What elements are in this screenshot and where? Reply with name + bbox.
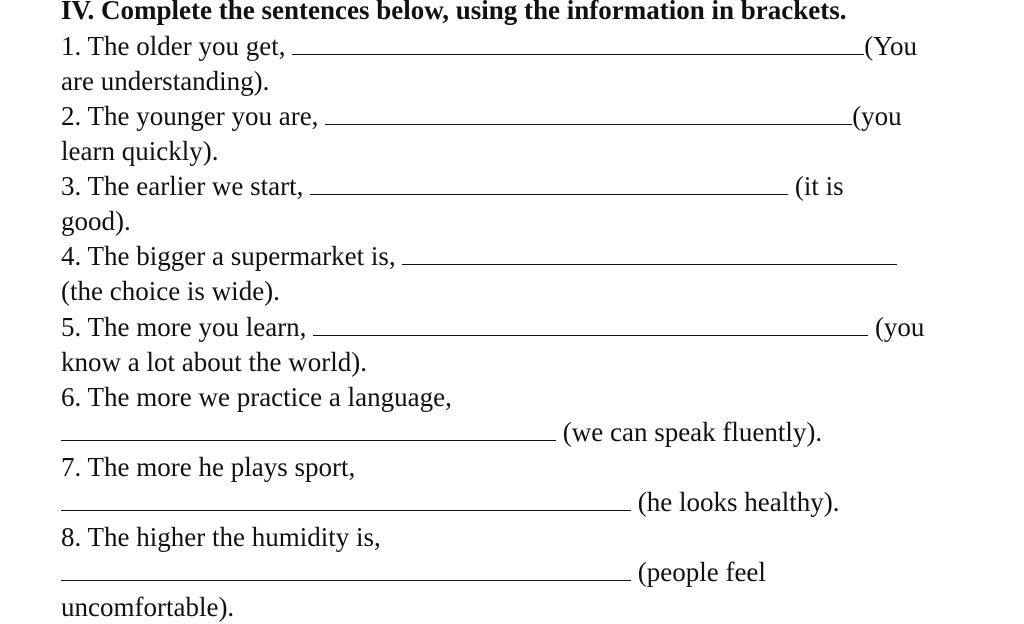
- item-hint-start: (you: [874, 312, 925, 342]
- item-8-line-2: [61, 556, 766, 588]
- item-hint-end: know a lot about the world).: [61, 347, 367, 377]
- item-hint-end: (the choice is wide).: [61, 276, 280, 306]
- item-number: 1.: [61, 31, 82, 61]
- item-hint-start: (You: [864, 31, 918, 61]
- item-5-line-1: [61, 311, 924, 343]
- answer-blank-1[interactable]: [292, 32, 864, 55]
- item-6-line-2: [61, 416, 822, 448]
- answer-blank-5[interactable]: [313, 313, 868, 336]
- item-trailing-text: uncomfortable).: [61, 592, 235, 622]
- item-1-line-1: [61, 30, 917, 62]
- exercise-heading: IV. Complete the sentences below, using the information in brackets.: [61, 0, 847, 25]
- item-1-line-2: [61, 65, 269, 97]
- item-stem: The bigger a supermarket is,: [87, 241, 396, 271]
- item-3-line-1: [61, 170, 844, 202]
- item-2-line-1: [61, 100, 902, 132]
- answer-blank-6[interactable]: [61, 418, 556, 441]
- answer-blank-2[interactable]: [325, 102, 852, 125]
- item-stem: The more we practice a language,: [87, 382, 452, 412]
- item-number: 2.: [61, 101, 82, 131]
- item-stem: The younger you are,: [87, 101, 319, 131]
- item-hint-end: learn quickly).: [61, 136, 219, 166]
- answer-blank-3[interactable]: [310, 172, 788, 195]
- item-2-line-2: [61, 135, 218, 167]
- item-3-line-2: [61, 205, 131, 237]
- item-stem: The more you learn,: [87, 312, 307, 342]
- item-4-line-1: [61, 240, 897, 272]
- item-number: 5.: [61, 312, 82, 342]
- item-hint-end: good).: [61, 206, 131, 236]
- item-hint-end: (he looks healthy).: [637, 487, 840, 517]
- item-4-line-2: [61, 275, 280, 307]
- item-5-line-2: [61, 346, 367, 378]
- item-number: 3.: [61, 171, 82, 201]
- item-hint-end: are understanding).: [61, 66, 270, 96]
- item-hint-end: (we can speak fluently).: [562, 417, 823, 447]
- item-hint-end: (people feel: [637, 557, 766, 587]
- item-number: 8.: [61, 522, 82, 552]
- item-8-line-3: [61, 591, 234, 623]
- answer-blank-7[interactable]: [61, 488, 631, 511]
- item-hint-start: (you: [852, 101, 902, 131]
- item-number: 4.: [61, 241, 82, 271]
- item-stem: The earlier we start,: [87, 171, 304, 201]
- item-7-line-1: [61, 451, 355, 483]
- item-number: 7.: [61, 452, 82, 482]
- item-stem: The higher the humidity is,: [87, 522, 381, 552]
- item-8-line-1: [61, 521, 381, 553]
- answer-blank-4[interactable]: [402, 242, 897, 265]
- item-7-line-2: [61, 486, 839, 518]
- item-number: 6.: [61, 382, 82, 412]
- item-6-line-1: [61, 381, 452, 413]
- item-stem: The more he plays sport,: [87, 452, 356, 482]
- item-stem: The older you get,: [87, 31, 286, 61]
- item-hint-start: (it is: [794, 171, 844, 201]
- answer-blank-8[interactable]: [61, 558, 631, 581]
